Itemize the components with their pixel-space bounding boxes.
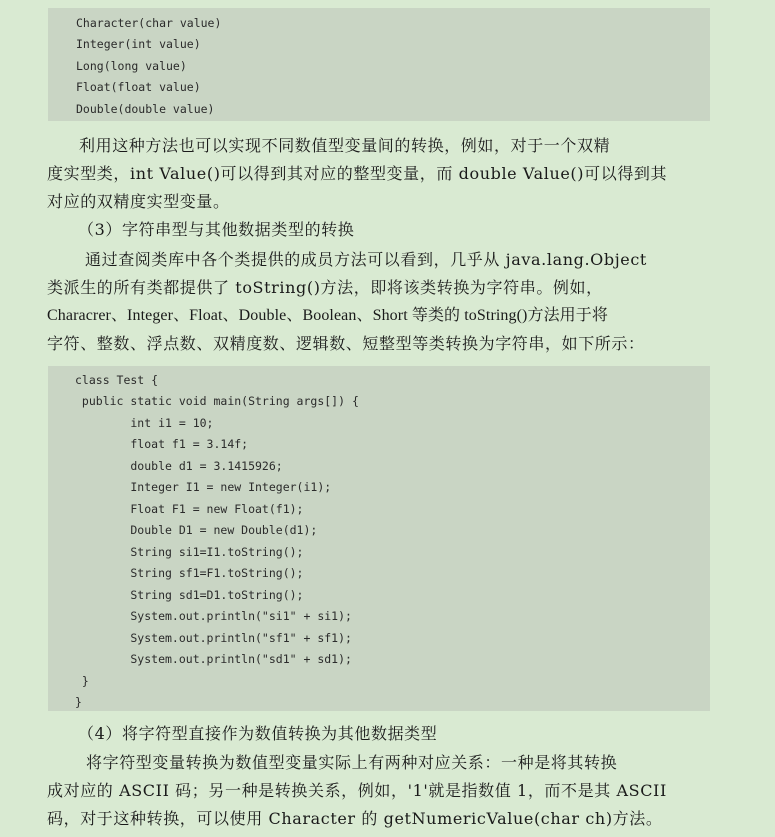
code-line: System.out.println("sf1" + sf1); (75, 631, 352, 645)
code-line: } (75, 695, 82, 709)
code-line: System.out.println("sd1" + sd1); (75, 652, 352, 666)
code-line: double d1 = 3.1415926; (75, 459, 283, 473)
section-heading-4: （4）将字符型直接作为数值转换为其他数据类型 (78, 724, 438, 743)
paragraph-line: 将字符型变量转换为数值型变量实际上有两种对应关系：一种是将其转换 (86, 753, 618, 772)
paragraph-line: 通过查阅类库中各个类提供的成员方法可以看到，几乎从 java.lang.Object (85, 250, 647, 269)
paragraph-line: 利用这种方法也可以实现不同数值型变量间的转换，例如，对于一个双精 (79, 136, 611, 155)
code-line: Integer I1 = new Integer(i1); (75, 480, 332, 494)
paragraph-line: 成对应的 ASCII 码；另一种是转换关系，例如，'1'就是指数值 1，而不是其 ASCII (47, 781, 667, 800)
code-line: Integer(int value) (76, 37, 201, 51)
paragraph-line: 码，对于这种转换，可以使用 Character 的 getNumericValue(char ch)方法。 (47, 809, 663, 828)
paragraph-line: 对应的双精度实型变量。 (47, 192, 230, 211)
paragraph-tostring (47, 246, 711, 358)
paragraph-line: Characrer、Integer、Float、Double、Boolean、Short 等类的 toString()方法用于将 (47, 307, 608, 324)
code-line: } (75, 674, 89, 688)
code-line: class Test { (75, 373, 159, 387)
paragraph-line: 类派生的所有类都提供了 toString()方法，即将该类转换为字符串。例如， (47, 278, 603, 297)
code-line: float f1 = 3.14f; (75, 437, 249, 451)
code-block-test-class (48, 366, 710, 711)
code-line: Double(double value) (76, 102, 215, 116)
code-line: Float(float value) (76, 80, 201, 94)
code-line: String si1=I1.toString(); (75, 545, 304, 559)
code-line: String sd1=D1.toString(); (75, 588, 304, 602)
code-line: System.out.println("si1" + si1); (75, 609, 352, 623)
paragraph-value-conversion (47, 132, 711, 216)
code-block-constructors (48, 8, 710, 121)
code-line: Long(long value) (76, 59, 187, 73)
code-line: Float F1 = new Float(f1); (75, 502, 304, 516)
code-line: int i1 = 10; (75, 416, 214, 430)
paragraph-line: 度实型类，int Value()可以得到其对应的整型变量，而 double Value()可以得到其 (47, 164, 668, 183)
paragraph-line: 字符、整数、浮点数、双精度数、逻辑数、短整型等类转换为字符串，如下所示： (47, 334, 645, 353)
section-heading-3: （3）字符串型与其他数据类型的转换 (78, 220, 355, 239)
code-line: String sf1=F1.toString(); (75, 566, 304, 580)
code-line: public static void main(String args[]) { (75, 394, 359, 408)
code-line: Double D1 = new Double(d1); (75, 523, 318, 537)
paragraph-char-to-number (47, 749, 711, 833)
code-line: Character(char value) (76, 16, 222, 30)
